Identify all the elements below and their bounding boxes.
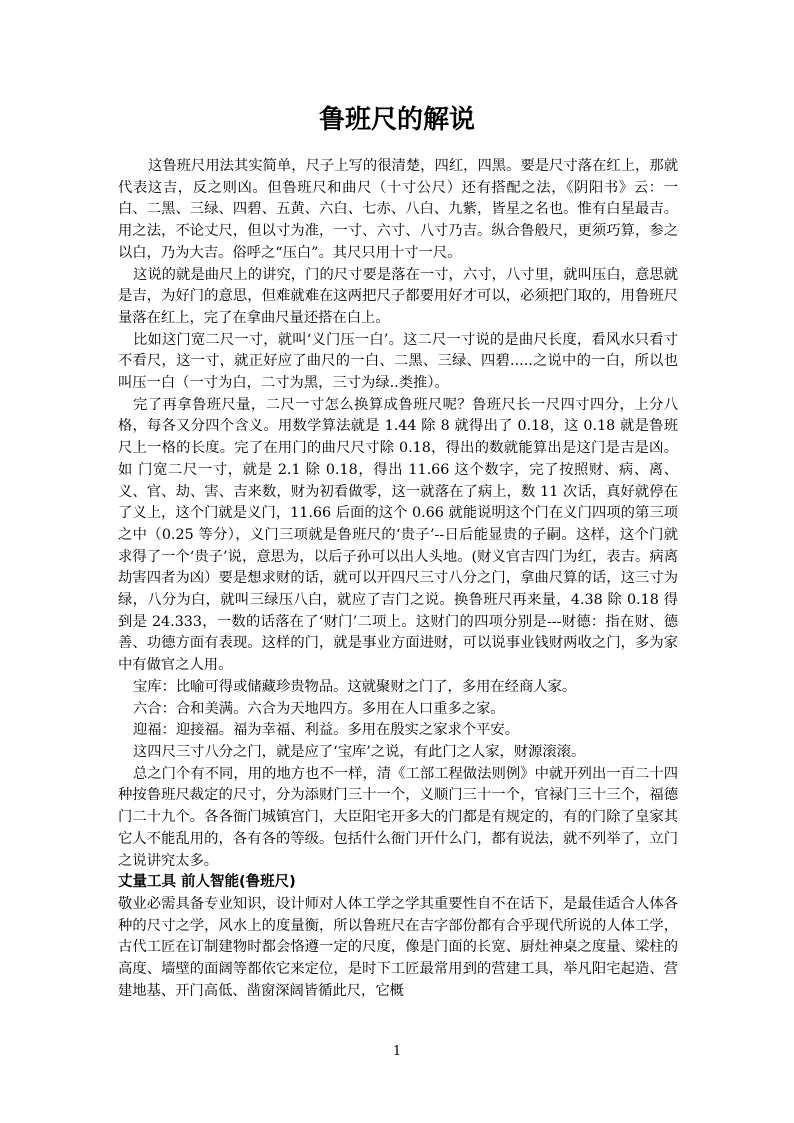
paragraph: 总之门个有不同，用的地方也不一样，清《工部工程做法则例》中就开列出一百二十四种按鲁班尺裁定的尺寸，分为添财门三十一个，义顺门三十一个，官禄门三十三个，福德门二十九个。各各衙门城镇宫门，大臣阳宅开多大的门都是有规定的，有的门除了皇家其它人不能乱用的，各有各的等级。包括什么衙门开什么门，都有说法，就不列举了，立门之说讲究太多。 [118, 765, 678, 869]
paragraph: 迎福：迎接福。福为幸福、利益。多用在殷实之家求个平安。 [133, 722, 520, 739]
document-title: 鲁班尺的解说 [318, 105, 475, 135]
paragraph: 六合：合和美满。六合为天地四方。多用在人口重多之家。 [133, 700, 505, 717]
paragraph: 敬业必需具备专业知识，设计师对人体工学之学其重要性自不在话下，是最佳适合人体各种的尺寸之学，风水上的度量衡，所以鲁班尺在吉字部份都有合乎现代所说的人体工学，古代工匠在订制建物时都会恪遵一定的尺度，像是门面的长宽、厨灶神桌之度量、梁柱的高度、墙壁的面阔等都依它来定位，是时下工匠最常用到的营建工具，举凡阳宅起造、营建地基、开门高低、凿窗深阔皆循此尺，它概 [118, 895, 678, 999]
page-number: 1 [392, 1044, 402, 1059]
paragraph: 这说的就是曲尺上的讲究，门的尺寸要是落在一寸，六寸，八寸里，就叫压白，意思就是吉，为好门的意思，但难就难在这两把尺子都要用好才可以，必须把门取的，用鲁班尺量落在红上，完了在拿曲尺量还搭在白上。 [118, 266, 678, 326]
paragraph: 完了再拿鲁班尺量，二尺一寸怎么换算成鲁班尺呢？鲁班尺长一尺四寸四分，上分八格，每各又分四个含义。用数学算法就是 1.44 除 8 就得出了 0.18，这 0.18 就是鲁班尺上一格的长度。完了在用门的曲尺尺寸除 0.18，得出的数就能算出是这门是吉是凶。如 门宽二尺一寸，就是 2.1 除 0.18，得出 11.66 这个数字，完了按照财、病、离、义、官、劫、害、吉来数，财为初看做零，这一就落在了病上，数 11 次话，真好就停在了义上，这个门就是义门，11.66 后面的这个 0.66 就能说明这个门在义门四项的第三项之中（0.25 等分），义门三项就是鲁班尺的‘贵子’--日后能显贵的子嗣。这样，这个门就求得了一个‘贵子’说，意思为，以后子孙可以出人头地。(财义官吉四门为红，表吉。病离劫害四者为凶）要是想求财的话，就可以开四尺三寸八分之门，拿曲尺算的话，这三寸为绿，八分为白，就叫三绿压八白，就应了吉门之说。换鲁班尺再来量，4.38 除 0.18 得到是 24.333，一数的话落在了‘财门’二项上。这财门的四项分别是---财德：指在财、德善、功德方面有表现。这样的门，就是事业方面进财，可以说事业钱财两收之门，多为家中有做官之人用。 [118, 396, 678, 674]
paragraph: 这四尺三寸八分之门，就是应了‘宝库’之说，有此门之人家，财源滚滚。 [133, 743, 586, 760]
section-heading: 丈量工具 前人智能(鲁班尺) [118, 874, 296, 891]
paragraph: 宝库：比喻可得或储藏珍贵物品。这就聚财之门了，多用在经商人家。 [133, 678, 577, 695]
paragraph: 这鲁班尺用法其实简单，尺子上写的很清楚，四红，四黑。要是尺寸落在红上，那就代表这吉，反之则凶。但鲁班尺和曲尺（十寸公尺）还有搭配之法，《阴阳书》云：一白、二黑、三绿、四碧、五黄、六白、七赤、八白、九紫，皆星之名也。惟有白星最吉。用之法，不论丈尺，但以寸为准，一寸、六寸、八寸乃吉。纵合鲁般尺，更须巧算，参之以白，乃为大吉。俗呼之“压白”。其尺只用十寸一尺。 [118, 158, 678, 261]
paragraph: 比如这门宽二尺一寸，就叫‘义门压一白’。这二尺一寸说的是曲尺长度，看风水只看寸不看尺，这一寸，就正好应了曲尺的一白、二黑、三绿、四碧.....之说中的一白，所以也叫压一白（一寸为白，二寸为黑，三寸为绿..类推）。 [118, 331, 678, 392]
document-body [118, 156, 678, 1002]
